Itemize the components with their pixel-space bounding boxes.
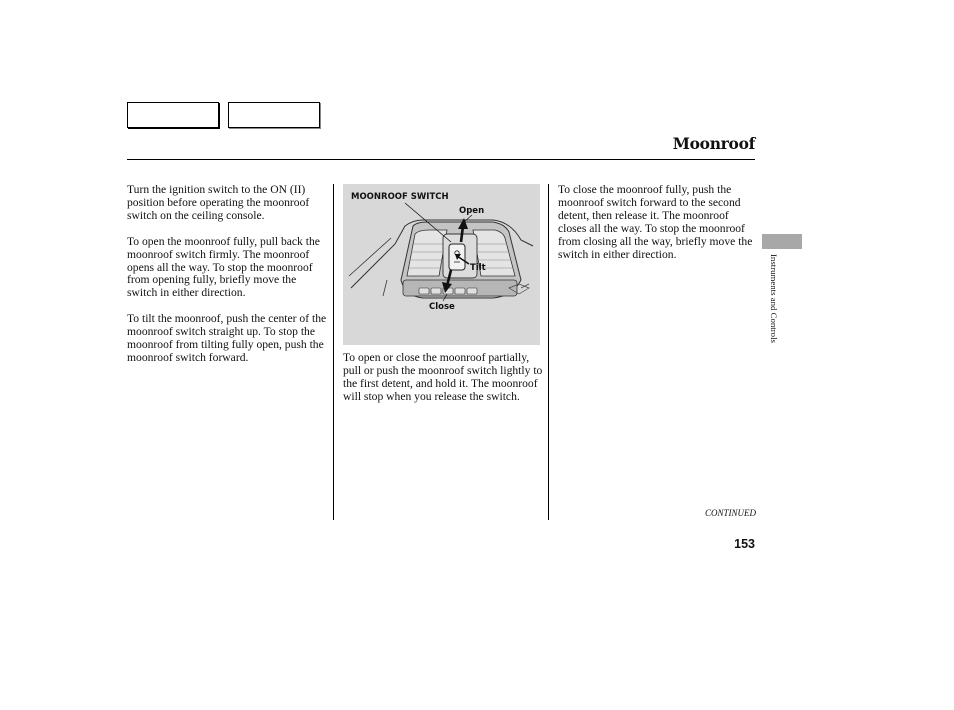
- nav-box-2[interactable]: [228, 102, 320, 128]
- page-number: 153: [734, 537, 755, 551]
- column-3: [558, 184, 756, 274]
- open-label: Open: [459, 206, 485, 216]
- ceiling-console-illustration: [343, 184, 540, 345]
- section-label: Instruments and Controls: [769, 254, 779, 343]
- page-title: Moonroof: [672, 134, 755, 153]
- paragraph: To close the moonroof fully, push the moonroof switch forward to the second detent, then release it. The moonroof closes all the way. To stop the moonroof from closing all the way, briefly move the switch in either direction.: [558, 183, 753, 261]
- tilt-label: Tilt: [470, 263, 486, 273]
- column-1: [127, 184, 327, 378]
- moonroof-switch-figure: [343, 184, 540, 345]
- title-rule: [127, 159, 755, 160]
- figure-title: MOONROOF SWITCH: [351, 192, 449, 202]
- paragraph: To tilt the moonroof, push the center of the moonroof switch straight up. To stop the moonroof from tilting fully open, push the moonroof switch forward.: [127, 312, 327, 364]
- nav-box-1[interactable]: [127, 102, 219, 128]
- close-label: Close: [429, 302, 455, 312]
- column-divider-2: [548, 184, 549, 520]
- paragraph: To open or close the moonroof partially, pull or push the moonroof switch lightly to the first detent, and hold it. The moonroof will stop when you release the switch.: [343, 351, 543, 403]
- column-2: [343, 352, 543, 417]
- section-tab: [762, 234, 802, 249]
- paragraph: Turn the ignition switch to the ON (II) position before operating the moonroof switch on the ceiling console.: [127, 183, 310, 222]
- paragraph: To open the moonroof fully, pull back the moonroof switch firmly. The moonroof opens all the way. To stop the moonroof from opening fully, briefly move the switch in either direction.: [127, 234, 320, 300]
- column-divider-1: [333, 184, 334, 520]
- continued-note: CONTINUED: [704, 508, 756, 518]
